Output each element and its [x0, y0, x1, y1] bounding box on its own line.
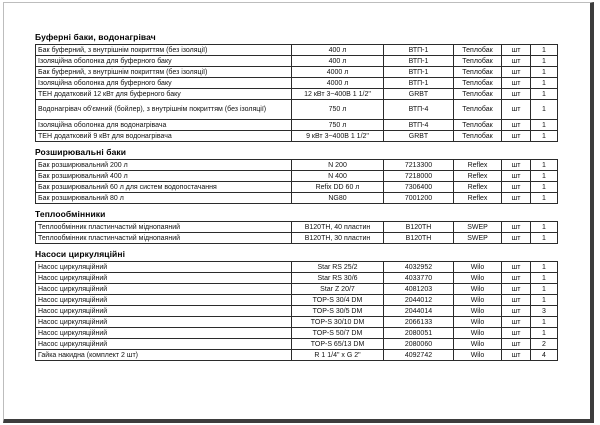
cell-model: 750 л: [292, 120, 384, 131]
cell-unit: шт: [502, 56, 531, 67]
cell-code: 2044014: [384, 306, 454, 317]
cell-description: Ізоляційна оболонка для буферного баку: [36, 78, 292, 89]
cell-brand: Теплобак: [454, 120, 502, 131]
cell-model: N 200: [292, 160, 384, 171]
table-row: [36, 182, 558, 193]
cell-code: 7218000: [384, 171, 454, 182]
cell-brand: SWEP: [454, 222, 502, 233]
cell-code: 2044012: [384, 295, 454, 306]
cell-brand: Wilo: [454, 284, 502, 295]
document-page: [3, 2, 594, 423]
cell-description: Насос циркуляційний: [36, 273, 292, 284]
cell-model: TOP-S 50/7 DM: [292, 328, 384, 339]
table-row: [36, 78, 558, 89]
cell-model: TOP-S 65/13 DM: [292, 339, 384, 350]
table-row: [36, 328, 558, 339]
cell-unit: шт: [502, 306, 531, 317]
cell-unit: шт: [502, 273, 531, 284]
cell-description: ТЕН додатковий 12 кВт для буферного баку: [36, 89, 292, 100]
table-row: [36, 273, 558, 284]
items-table: [35, 261, 558, 361]
cell-code: ВТП-4: [384, 120, 454, 131]
table-row: [36, 339, 558, 350]
cell-code: 2080051: [384, 328, 454, 339]
cell-brand: Reflex: [454, 160, 502, 171]
cell-code: ВТП-1: [384, 56, 454, 67]
cell-code: 7213300: [384, 160, 454, 171]
table-row: [36, 317, 558, 328]
cell-brand: Wilo: [454, 339, 502, 350]
cell-model: B120TH, 40 пластин: [292, 222, 384, 233]
cell-unit: шт: [502, 160, 531, 171]
cell-code: ВТП-1: [384, 45, 454, 56]
cell-unit: шт: [502, 350, 531, 361]
cell-code: 4032952: [384, 262, 454, 273]
cell-model: B120TH, 30 пластин: [292, 233, 384, 244]
cell-brand: Wilo: [454, 328, 502, 339]
cell-description: ТЕН додатковий 9 кВт для водонагрівача: [36, 131, 292, 142]
cell-brand: Reflex: [454, 193, 502, 204]
cell-code: ВТП-1: [384, 78, 454, 89]
cell-qty: 1: [531, 160, 558, 171]
cell-model: R 1 1/4" x G 2": [292, 350, 384, 361]
cell-qty: 3: [531, 306, 558, 317]
cell-code: 2080060: [384, 339, 454, 350]
cell-description: Насос циркуляційний: [36, 317, 292, 328]
cell-qty: 1: [531, 182, 558, 193]
cell-model: N 400: [292, 171, 384, 182]
cell-brand: Reflex: [454, 171, 502, 182]
table-row: [36, 100, 558, 120]
cell-brand: Теплобак: [454, 56, 502, 67]
cell-model: 4000 л: [292, 78, 384, 89]
cell-qty: 1: [531, 193, 558, 204]
table-row: [36, 131, 558, 142]
cell-unit: шт: [502, 182, 531, 193]
items-table: [35, 159, 558, 204]
cell-qty: 1: [531, 262, 558, 273]
cell-description: Бак розширювальний 400 л: [36, 171, 292, 182]
cell-code: GRBT: [384, 89, 454, 100]
table-row: [36, 222, 558, 233]
cell-brand: Теплобак: [454, 78, 502, 89]
cell-code: 7306400: [384, 182, 454, 193]
cell-qty: 1: [531, 100, 558, 120]
section-title: Насоси циркуляційні: [35, 249, 126, 259]
table-row: [36, 193, 558, 204]
cell-qty: 1: [531, 233, 558, 244]
cell-description: Насос циркуляційний: [36, 328, 292, 339]
section-title: Теплообмінники: [35, 209, 106, 219]
table-row: [36, 67, 558, 78]
cell-description: Насос циркуляційний: [36, 306, 292, 317]
cell-brand: Wilo: [454, 317, 502, 328]
cell-brand: Wilo: [454, 306, 502, 317]
table-row: [36, 160, 558, 171]
cell-model: 9 кВт 3~400В 1 1/2": [292, 131, 384, 142]
table-row: [36, 45, 558, 56]
cell-model: TOP-S 30/10 DM: [292, 317, 384, 328]
cell-qty: 1: [531, 284, 558, 295]
section: [35, 32, 590, 142]
section-title: Розширювальні баки: [35, 147, 127, 157]
section: [35, 147, 590, 204]
cell-description: Насос циркуляційний: [36, 295, 292, 306]
cell-unit: шт: [502, 193, 531, 204]
cell-brand: Теплобак: [454, 131, 502, 142]
table-row: [36, 284, 558, 295]
cell-qty: 1: [531, 222, 558, 233]
cell-unit: шт: [502, 89, 531, 100]
cell-description: Теплообмінник пластинчастий міднопаяний: [36, 233, 292, 244]
table-row: [36, 350, 558, 361]
cell-code: B120TH: [384, 233, 454, 244]
cell-model: Refix DD 60 л: [292, 182, 384, 193]
cell-qty: 1: [531, 328, 558, 339]
section: [35, 209, 590, 244]
cell-qty: 1: [531, 78, 558, 89]
cell-unit: шт: [502, 328, 531, 339]
cell-description: Насос циркуляційний: [36, 339, 292, 350]
cell-unit: шт: [502, 222, 531, 233]
cell-unit: шт: [502, 284, 531, 295]
cell-unit: шт: [502, 339, 531, 350]
cell-qty: 2: [531, 339, 558, 350]
cell-model: 4000 л: [292, 67, 384, 78]
cell-model: TOP-S 30/5 DM: [292, 306, 384, 317]
cell-unit: шт: [502, 120, 531, 131]
table-row: [36, 120, 558, 131]
cell-qty: 4: [531, 350, 558, 361]
cell-code: 2066133: [384, 317, 454, 328]
cell-code: GRBT: [384, 131, 454, 142]
cell-code: ВТП-4: [384, 100, 454, 120]
cell-brand: Wilo: [454, 295, 502, 306]
cell-brand: Теплобак: [454, 89, 502, 100]
cell-qty: 1: [531, 89, 558, 100]
cell-description: Ізоляційна оболонка для водонагрівача: [36, 120, 292, 131]
cell-qty: 1: [531, 317, 558, 328]
cell-qty: 1: [531, 131, 558, 142]
cell-description: Бак буферний, з внутрішнім покриттям (без ізоляції): [36, 45, 292, 56]
section-title: Буферні баки, водонагрівач: [35, 32, 156, 42]
table-row: [36, 171, 558, 182]
cell-unit: шт: [502, 67, 531, 78]
cell-model: Star RS 30/6: [292, 273, 384, 284]
cell-model: NG80: [292, 193, 384, 204]
cell-model: TOP-S 30/4 DM: [292, 295, 384, 306]
cell-description: Ізоляційна оболонка для буферного баку: [36, 56, 292, 67]
cell-code: 4081203: [384, 284, 454, 295]
cell-brand: Reflex: [454, 182, 502, 193]
cell-brand: Теплобак: [454, 67, 502, 78]
cell-qty: 1: [531, 67, 558, 78]
cell-model: Star Z 20/7: [292, 284, 384, 295]
cell-code: B120TH: [384, 222, 454, 233]
cell-unit: шт: [502, 131, 531, 142]
cell-code: 4033770: [384, 273, 454, 284]
cell-description: Бак буферний, з внутрішнім покриттям (без ізоляції): [36, 67, 292, 78]
table-row: [36, 89, 558, 100]
cell-model: Star RS 25/2: [292, 262, 384, 273]
cell-description: Насос циркуляційний: [36, 262, 292, 273]
cell-description: Водонагрівач об'ємний (бойлер), з внутрішнім покриттям (без ізоляції): [36, 100, 292, 120]
cell-qty: 1: [531, 56, 558, 67]
cell-qty: 1: [531, 120, 558, 131]
cell-unit: шт: [502, 295, 531, 306]
items-table: [35, 221, 558, 244]
cell-code: 7001200: [384, 193, 454, 204]
cell-model: 750 л: [292, 100, 384, 120]
cell-unit: шт: [502, 78, 531, 89]
cell-brand: Wilo: [454, 273, 502, 284]
cell-unit: шт: [502, 100, 531, 120]
table-row: [36, 295, 558, 306]
cell-qty: 1: [531, 45, 558, 56]
cell-description: Насос циркуляційний: [36, 284, 292, 295]
cell-unit: шт: [502, 317, 531, 328]
page-content: [4, 3, 590, 361]
cell-description: Гайка накидна (комплект 2 шт): [36, 350, 292, 361]
items-table: [35, 44, 558, 142]
cell-brand: Теплобак: [454, 45, 502, 56]
cell-qty: 1: [531, 171, 558, 182]
cell-unit: шт: [502, 171, 531, 182]
cell-description: Бак розширювальний 200 л: [36, 160, 292, 171]
cell-unit: шт: [502, 233, 531, 244]
cell-brand: Wilo: [454, 262, 502, 273]
table-row: [36, 306, 558, 317]
cell-description: Бак розширювальний 60 л для систем водопостачання: [36, 182, 292, 193]
table-row: [36, 233, 558, 244]
cell-brand: Wilo: [454, 350, 502, 361]
cell-description: Теплообмінник пластинчастий міднопаяний: [36, 222, 292, 233]
cell-code: ВТП-1: [384, 67, 454, 78]
section: [35, 249, 590, 361]
cell-description: Бак розширювальний 80 л: [36, 193, 292, 204]
cell-code: 4092742: [384, 350, 454, 361]
table-row: [36, 56, 558, 67]
cell-qty: 1: [531, 273, 558, 284]
cell-model: 12 кВт 3~400В 1 1/2": [292, 89, 384, 100]
table-row: [36, 262, 558, 273]
cell-model: 400 л: [292, 56, 384, 67]
cell-model: 400 л: [292, 45, 384, 56]
cell-brand: SWEP: [454, 233, 502, 244]
cell-unit: шт: [502, 262, 531, 273]
cell-qty: 1: [531, 295, 558, 306]
cell-unit: шт: [502, 45, 531, 56]
cell-brand: Теплобак: [454, 100, 502, 120]
